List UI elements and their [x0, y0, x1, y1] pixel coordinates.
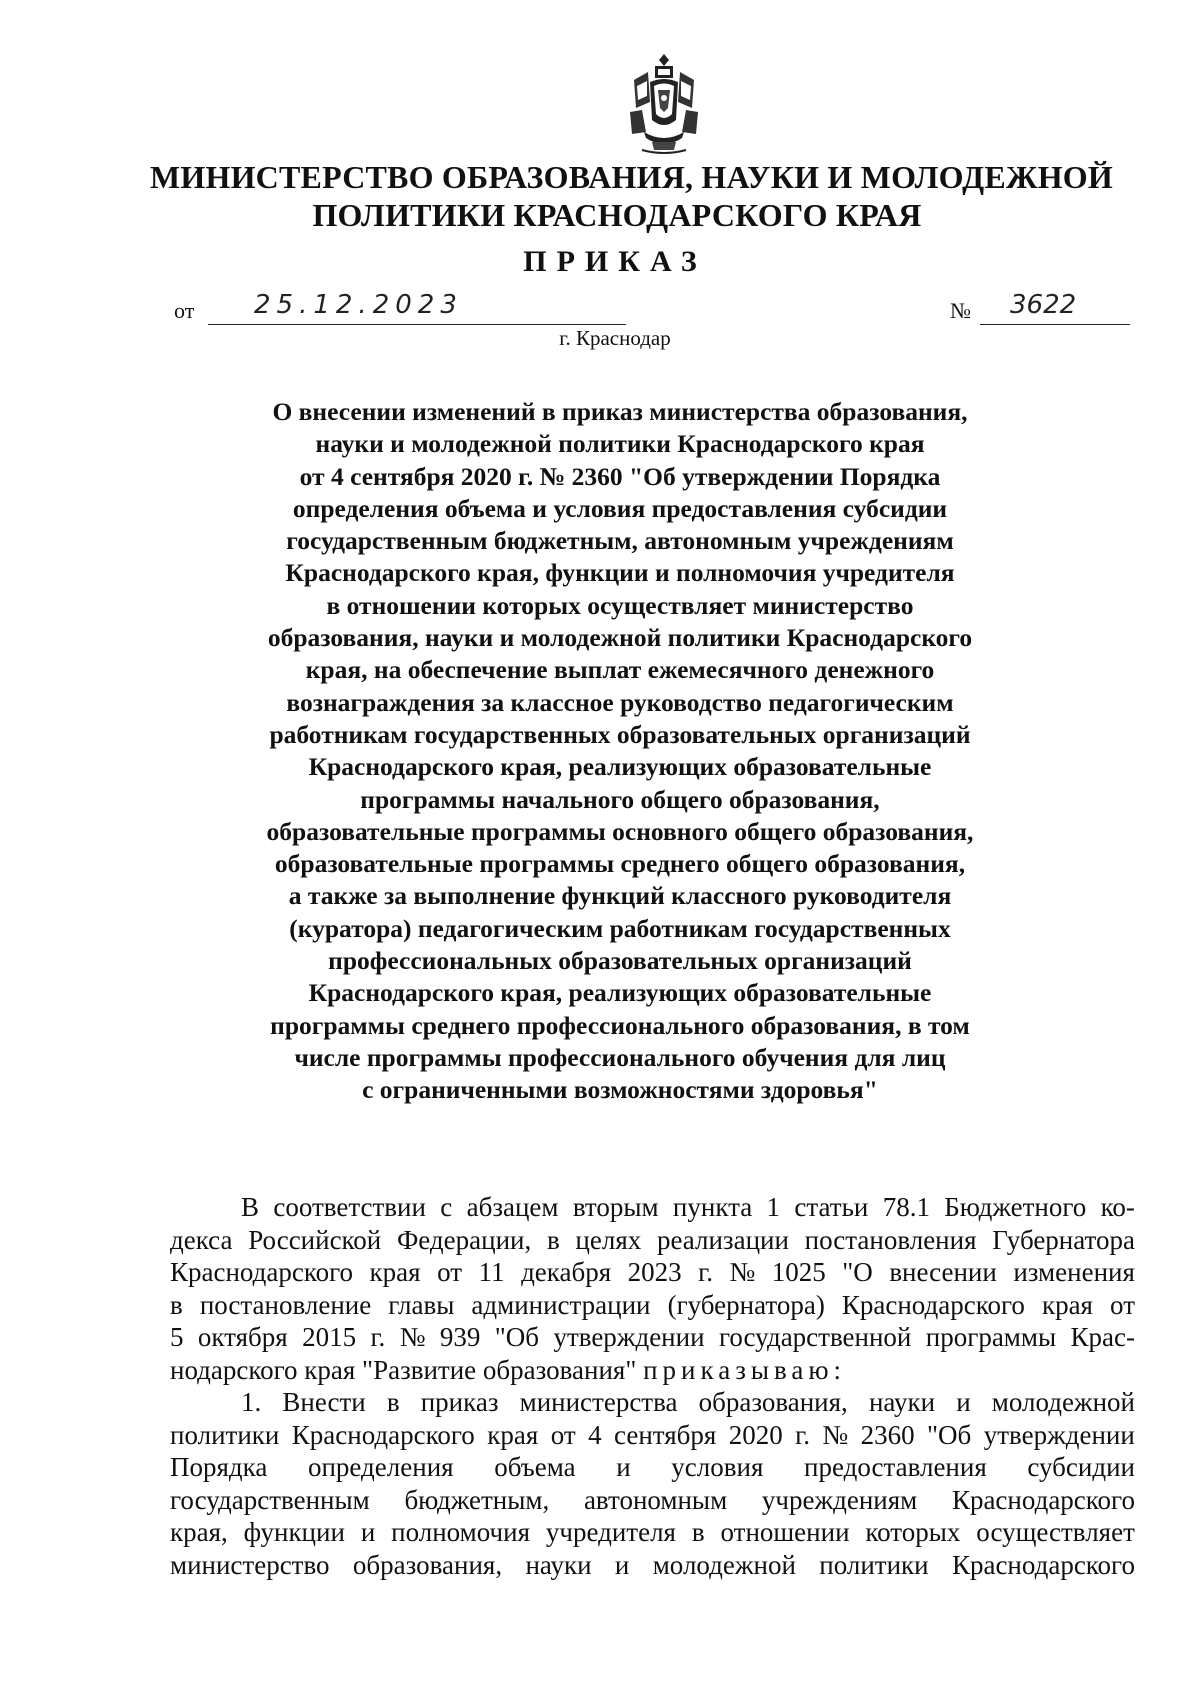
body-word: с	[440, 1192, 453, 1222]
body-word: от	[550, 1419, 576, 1450]
body-word: политики	[819, 1549, 929, 1580]
body-word: условия	[671, 1452, 764, 1482]
subject-line: программы среднего профессионального образования, в том	[270, 1010, 970, 1040]
subject-line: образовательные программы основного общего образования,	[266, 816, 974, 846]
body-word: статьи	[794, 1192, 869, 1222]
body-word: 78.1	[882, 1192, 930, 1222]
subject-line: образования, науки и молодежной политики Краснодарского	[267, 623, 973, 653]
ministry-name-line-2: ПОЛИТИКИ КРАСНОДАРСКОГО КРАЯ	[312, 197, 922, 233]
body-word: науки	[525, 1549, 592, 1580]
body-word: №	[729, 1257, 756, 1287]
body-word: субсидии	[1027, 1452, 1135, 1482]
subject-line: работникам государственных образовательных организаций	[269, 719, 971, 749]
body-word: №	[822, 1419, 849, 1450]
subject-line: Краснодарского края, функции и полномочия учредителя	[285, 558, 955, 588]
body-word: г.	[370, 1322, 386, 1352]
subject-line: программы начального общего образования,	[360, 784, 880, 814]
body-word: в	[546, 1224, 560, 1255]
body-word: октября	[197, 1322, 288, 1352]
order-body	[170, 1191, 1135, 1581]
body-word: молодежной	[991, 1387, 1135, 1417]
body-word: Губернатора	[992, 1224, 1135, 1255]
body-word: полномочия	[391, 1517, 530, 1547]
body-word: и	[360, 1517, 376, 1547]
body-word: реализации	[656, 1224, 789, 1255]
body-word: 2020	[728, 1419, 783, 1450]
subject-line: от 4 сентября 2020 г. № 2360 "Об утверждении Порядка	[299, 461, 941, 491]
body-word: пункта	[672, 1192, 753, 1222]
body-word: и	[956, 1387, 971, 1417]
body-word: края,	[170, 1517, 228, 1547]
body-word: и	[616, 1452, 631, 1482]
number-label: №	[950, 298, 971, 323]
body-line	[170, 1451, 1135, 1484]
subject-line: числе программы профессионального обучения для лиц	[294, 1042, 946, 1072]
body-line	[170, 1386, 1135, 1419]
date-underline	[208, 324, 626, 325]
body-word: "О	[842, 1257, 873, 1287]
body-word: образования,	[352, 1549, 503, 1580]
body-word: соответствии	[273, 1192, 426, 1222]
body-word: целях	[575, 1224, 642, 1255]
body-line	[170, 1224, 1135, 1257]
ministry-name-line-1: МИНИСТЕРСТВО ОБРАЗОВАНИЯ, НАУКИ И МОЛОДЕЖНОЙ	[150, 159, 1113, 195]
body-word: Порядка	[170, 1452, 268, 1482]
body-word: от	[437, 1257, 463, 1287]
body-word: Краснодарского	[291, 1419, 475, 1450]
body-word: 4	[588, 1419, 602, 1450]
body-word: Федерации,	[396, 1224, 532, 1255]
body-line	[170, 1191, 1135, 1224]
body-word: края	[487, 1419, 539, 1450]
body-word: Краснодарского	[841, 1289, 1025, 1320]
subject-line: образовательные программы среднего общего образования,	[274, 849, 966, 879]
body-word: в	[170, 1289, 183, 1320]
body-word: определения	[307, 1452, 454, 1482]
body-word: отношении	[720, 1517, 850, 1547]
body-word: "Об	[927, 1419, 972, 1450]
date-label: от	[174, 298, 195, 323]
order-keyword: приказываю:	[643, 1354, 847, 1385]
subject-line: науки и молодежной политики Краснодарского края	[315, 429, 925, 459]
body-word: №	[399, 1322, 426, 1352]
body-line	[170, 1549, 1135, 1582]
body-word: главы	[388, 1289, 455, 1320]
body-word: 1.	[241, 1387, 262, 1417]
body-word: сентября	[614, 1419, 717, 1450]
ministry-name	[150, 158, 1113, 234]
subject-line: профессиональных образовательных организаций	[328, 946, 912, 976]
body-word: и	[614, 1549, 630, 1580]
body-line	[170, 1516, 1135, 1549]
body-word: осуществляет	[976, 1517, 1135, 1547]
body-word: внесении	[889, 1257, 997, 1287]
body-word: изменения	[1013, 1257, 1135, 1287]
body-word: 2023	[627, 1257, 682, 1287]
body-line	[170, 1256, 1135, 1289]
subject-line: определения объема и условия предоставления субсидии	[292, 493, 948, 523]
body-word: Бюджетного	[944, 1192, 1087, 1222]
body-word: В	[241, 1192, 260, 1222]
body-word: образования,	[698, 1387, 848, 1417]
number-underline	[980, 324, 1130, 325]
body-word: предоставления	[804, 1452, 987, 1482]
body-word: г.	[795, 1419, 810, 1450]
body-word: 2015	[302, 1322, 357, 1352]
body-word: "Об	[494, 1322, 540, 1352]
krasnodar-coat-of-arms-icon	[622, 50, 706, 156]
subject-line: государственным бюджетным, автономным учреждениям	[286, 526, 954, 556]
body-word: Внести	[282, 1387, 366, 1417]
body-word: постановления	[804, 1224, 977, 1255]
body-word: утверждении	[983, 1419, 1135, 1450]
body-word: государственной	[718, 1322, 912, 1352]
body-word: приказ	[420, 1387, 499, 1417]
body-line	[170, 1419, 1135, 1452]
document-type-title: ПРИКАЗ	[523, 245, 707, 278]
subject-line: с ограниченными возможностями здоровья"	[362, 1075, 878, 1105]
body-word: от	[1110, 1289, 1135, 1320]
body-word: декса	[170, 1224, 233, 1255]
body-word: государственным	[170, 1484, 370, 1515]
body-word: 939	[439, 1322, 481, 1352]
body-word: 5	[170, 1322, 184, 1352]
body-word: утверждении	[553, 1322, 705, 1352]
order-subject	[230, 396, 1010, 1107]
city-name: г. Краснодар	[559, 326, 671, 350]
body-line	[170, 1321, 1135, 1354]
body-word: науки	[868, 1387, 936, 1417]
body-word: Краснодарского	[170, 1257, 354, 1287]
body-word: декабря	[521, 1257, 612, 1287]
body-word: 2360	[860, 1419, 915, 1450]
body-word: министерства	[519, 1387, 678, 1417]
body-line	[170, 1289, 1135, 1322]
body-word: края	[1041, 1289, 1093, 1320]
subject-line: а также за выполнение функций классного руководителя	[288, 881, 952, 911]
subject-line: края, на обеспечение выплат ежемесячного денежного	[305, 655, 935, 685]
body-word: учредителя	[545, 1517, 676, 1547]
body-word: функции	[243, 1517, 345, 1547]
body-word: которых	[865, 1517, 961, 1547]
body-line-text: нодарского края "Развитие образования"	[170, 1354, 637, 1385]
body-word: 11	[478, 1257, 505, 1287]
body-word: ко-	[1100, 1192, 1135, 1222]
body-word: администрации	[471, 1289, 651, 1320]
body-word: (губернатора)	[667, 1289, 825, 1320]
body-word: абзацем	[466, 1192, 559, 1222]
subject-line: в отношении которых осуществляет министерство	[326, 590, 914, 620]
body-word: политики	[170, 1419, 280, 1450]
body-word: Краснодарского	[951, 1484, 1135, 1515]
subject-line: вознаграждения за классное руководство педагогическим	[286, 687, 954, 717]
body-word: в	[386, 1387, 400, 1417]
handwritten-date: 25.12.2023	[254, 290, 463, 320]
body-word: программы	[925, 1322, 1057, 1352]
handwritten-number: 3622	[1010, 290, 1077, 320]
body-word: молодежной	[652, 1549, 796, 1580]
subject-line: О внесении изменений в приказ министерства образования,	[272, 397, 968, 426]
body-word: вторым	[572, 1192, 659, 1222]
body-word: автономным	[583, 1484, 728, 1515]
body-word: в	[691, 1517, 705, 1547]
body-line-last	[170, 1354, 1135, 1387]
body-word: Краснодарского	[951, 1549, 1135, 1580]
body-word: объема	[494, 1452, 576, 1482]
body-word: бюджетным,	[404, 1484, 550, 1515]
subject-line: (куратора) педагогическим работникам государственных	[289, 913, 951, 943]
body-word: Российской	[248, 1224, 382, 1255]
body-line	[170, 1484, 1135, 1517]
body-word: постановление	[199, 1289, 372, 1320]
body-word: учреждениям	[761, 1484, 918, 1515]
body-word: г.	[698, 1257, 713, 1287]
subject-line: Краснодарского края, реализующих образовательные	[308, 978, 932, 1008]
body-word: края	[369, 1257, 421, 1287]
body-word: 1025	[771, 1257, 826, 1287]
subject-line: Краснодарского края, реализующих образовательные	[308, 752, 932, 782]
body-word: Крас-	[1070, 1322, 1135, 1352]
body-word: министерство	[170, 1549, 330, 1580]
body-word: 1	[766, 1192, 781, 1222]
